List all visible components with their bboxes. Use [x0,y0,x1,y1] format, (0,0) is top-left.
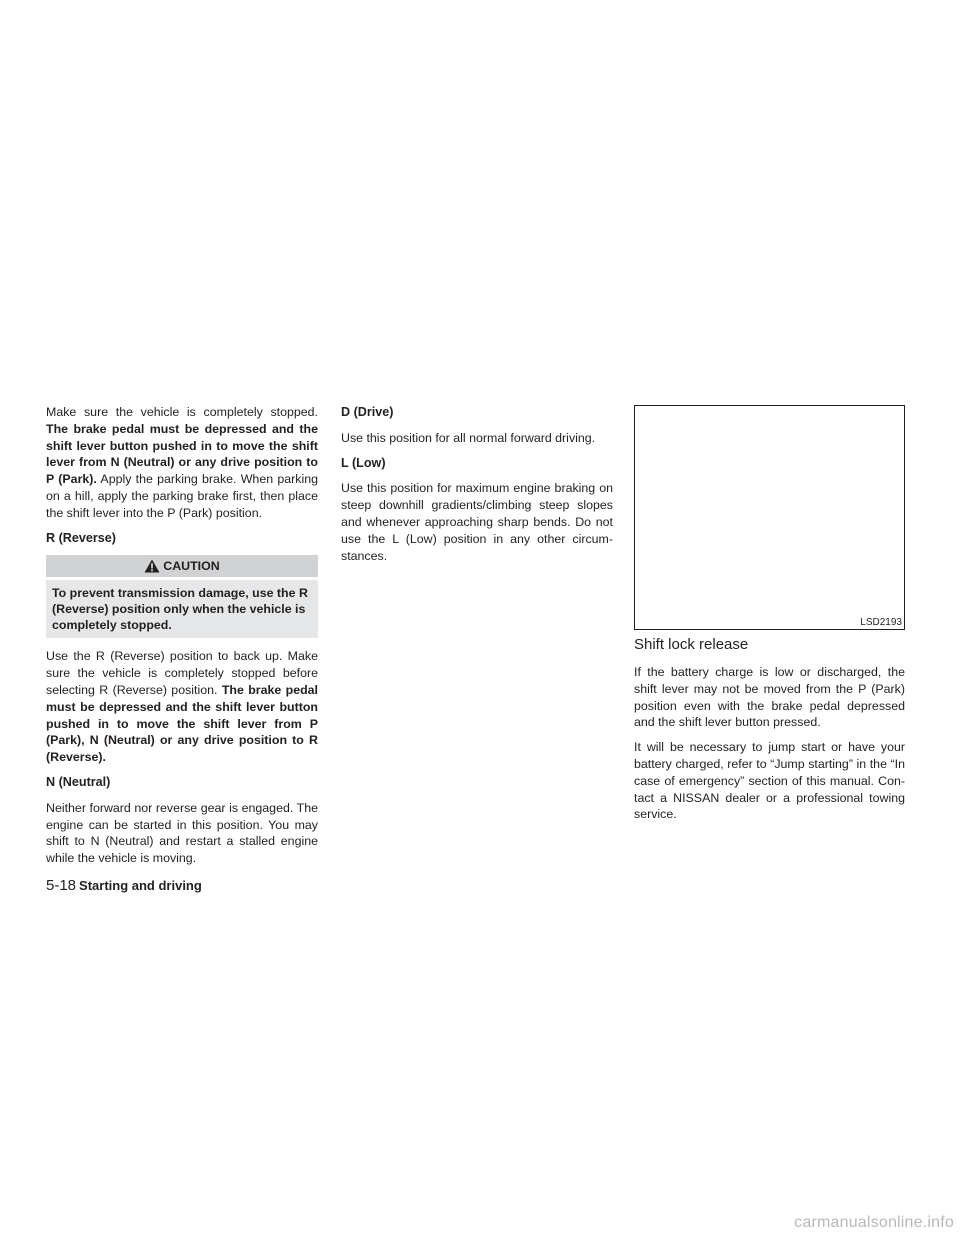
shift-lock-paragraph-1: If the battery charge is low or discharged, the shift lever may not be moved from the P (Park) position even with the brake pedal depressed and the shift lever button pressed. [634,665,905,730]
right-column [634,636,905,831]
watermark: carmanualsonline.info [794,1214,954,1231]
section-title: Starting and driving [79,878,202,893]
drive-heading: D (Drive) [341,405,394,419]
shift-lock-paragraph-2: It will be necessary to jump start or have your battery charged, refer to “Jump starting” in the “In case of emergency” section of this manual. Con-tact a NISSAN dealer or a professional towing service. [634,740,905,822]
caution-text: To prevent transmission damage, use the R (Reverse) position only when the vehicle is completely stopped. [46,580,318,638]
middle-column [341,404,613,572]
neutral-heading: N (Neutral) [46,774,111,789]
figure-placeholder [634,405,905,630]
intro-paragraph: Make sure the vehicle is completely stopped. The brake pedal must be depressed and the shift lever button pushed in to move the shift lever from N (Neutral) or any drive position to P (Park). Apply the parking brake. When parking on a hill, apply the parking brake first, then place the shift lever into the P (Park) position. [46,405,318,520]
caution-header [46,555,318,577]
left-column [46,404,318,875]
drive-paragraph: Use this position for all normal forward driving. [341,430,596,445]
reverse-heading: R (Reverse) [46,530,116,545]
low-paragraph: Use this position for maximum engine braking on steep downhill gradients/climbing steep slopes and whenever approaching sharp bends. Do not use the L (Low) position in any other circum-stances. [341,481,613,563]
shift-lock-heading: Shift lock release [634,636,749,653]
neutral-paragraph: Neither forward nor reverse gear is engaged. The engine can be started in this position. You may shift to N (Neutral) and restart a stalled engine while the vehicle is moving. [46,800,318,866]
reverse-paragraph: Use the R (Reverse) position to back up. Make sure the vehicle is completely stopped before selecting R (Reverse) position. The brake pedal must be depressed and the shift lever button pushed in to move the shift lever from P (Park), N (Neutral) or any drive position to R (Reverse). [46,649,318,765]
page-footer [46,876,202,896]
warning-triangle-icon [144,559,160,573]
figure-label: LSD2193 [860,617,902,628]
low-heading: L (Low) [341,455,386,470]
page-number: 5-18 [46,877,77,894]
caution-title: CAUTION [163,558,220,573]
caution-box [46,555,318,638]
